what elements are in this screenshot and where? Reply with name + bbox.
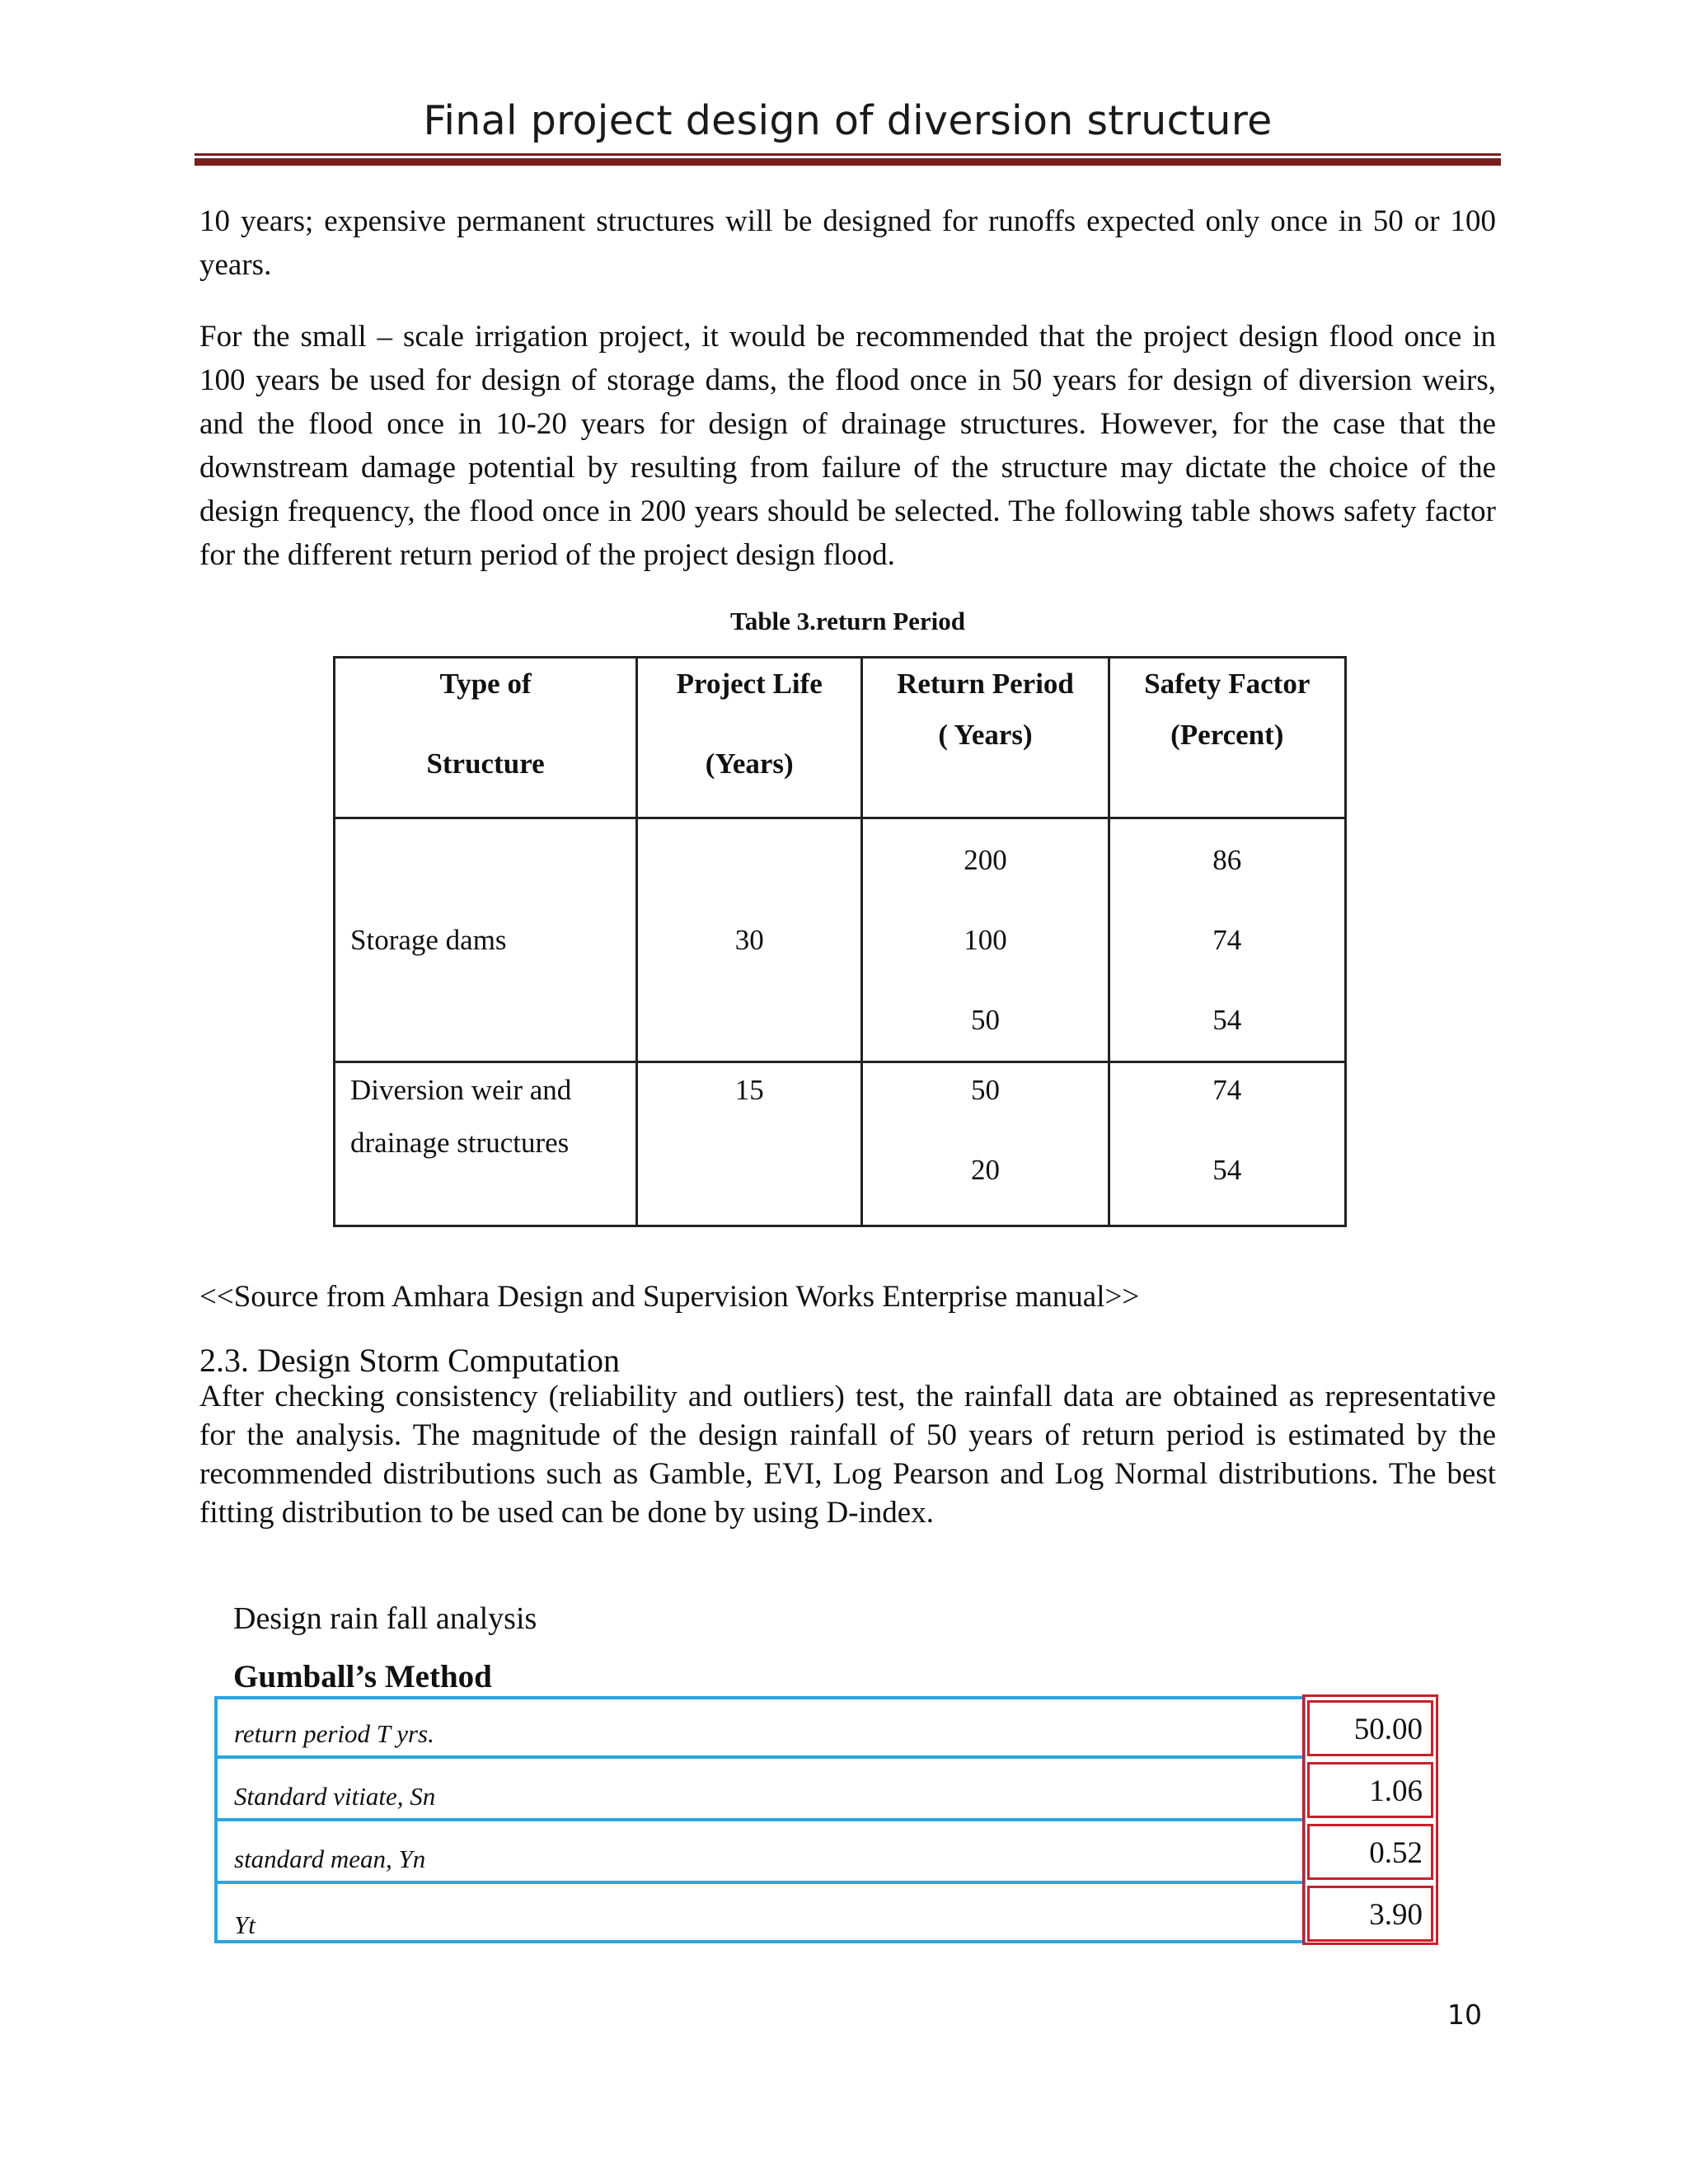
gumbel-method-title: Gumball’s Method [233, 1659, 492, 1694]
calc-value: 1.06 [1307, 1762, 1433, 1818]
cell-safety-factors [1109, 1062, 1345, 1226]
project-life-text: 30 [734, 923, 764, 956]
header-type-line1: Type of [439, 668, 532, 700]
calc-labels-box [214, 1696, 1306, 1943]
cell-safety-factors [1109, 818, 1345, 1062]
header-safety-line2: (Percent) [1170, 719, 1284, 751]
header-project-life [637, 658, 862, 818]
calc-row [218, 1887, 1302, 1947]
calc-label: standard mean, Yn [234, 1844, 426, 1873]
header-rule-thick [195, 158, 1501, 166]
cell-structure-type [335, 1062, 637, 1226]
safety-factor-value: 54 [1212, 1154, 1242, 1186]
cell-project-life [637, 818, 862, 1062]
safety-factor-value: 74 [1212, 924, 1242, 956]
calc-value: 50.00 [1307, 1700, 1433, 1756]
calc-label: Standard vitiate, Sn [234, 1782, 436, 1811]
return-period-value: 200 [964, 844, 1007, 876]
return-period-value: 100 [964, 924, 1007, 956]
table-caption: Table 3.return Period [729, 607, 966, 635]
cell-return-periods [862, 818, 1109, 1062]
paragraph-design-storm: After checking consistency (reliability and outliers) test, the rainfall data are obtained as representative for the analysis. The magnitude of the design rainfall of 50 years of return period is estimated by the recommended distributions such as Gamble, EVI, Log Pearson and Log Normal distributions. The best fitting distribution to be used can be done by using D-index. [199, 1380, 1496, 1530]
header-type-of-structure [335, 658, 637, 818]
header-rule-thin [195, 153, 1501, 156]
header-period-line2: ( Years) [938, 719, 1033, 751]
calc-values-box [1302, 1694, 1438, 1945]
return-period-value: 50 [971, 1074, 1000, 1106]
header-safety-line1: Safety Factor [1144, 668, 1311, 700]
paragraph-design-flood: For the small – scale irrigation project, it would be recommended that the project design flood once in 100 years be used for design of storage dams, the flood once in 50 years for design of diversion weirs, and the flood once in 10-20 years for design of drainage structures. However, for the case that the downstream damage potential by resulting from failure of the structure may dictate the choice of the design frequency, the flood once in 200 years should be selected. The following table shows safety factor for the different return period of the project design flood. [199, 320, 1496, 572]
table-header-row [335, 658, 1346, 818]
header-return-period [862, 658, 1109, 818]
header-safety-factor [1109, 658, 1345, 818]
section-title: 2.3. Design Storm Computation [199, 1342, 620, 1379]
structure-type-text: Storage dams [350, 923, 507, 956]
safety-factor-value: 86 [1212, 844, 1242, 876]
calc-row [218, 1825, 1302, 1884]
header-life-line2: (Years) [705, 748, 794, 780]
source-note: <<Source from Amhara Design and Supervision Works Enterprise manual>> [199, 1280, 1140, 1314]
cell-return-periods [862, 1062, 1109, 1226]
page-number: 10 [1447, 1999, 1482, 2031]
table-row [335, 818, 1346, 1062]
calc-label: return period T yrs. [234, 1719, 434, 1748]
safety-factor-value: 74 [1212, 1074, 1242, 1106]
header-period-line1: Return Period [897, 668, 1074, 700]
structure-type-text: Diversion weir and [350, 1074, 572, 1106]
rainfall-analysis-title: Design rain fall analysis [233, 1601, 537, 1636]
paragraph-intro: 10 years; expensive permanent structures will be designed for runoffs expected only once in 50 or 100 years. [199, 204, 1496, 282]
header-life-line1: Project Life [676, 668, 823, 700]
cell-structure-type [335, 818, 637, 1062]
safety-factor-value: 54 [1212, 1004, 1242, 1036]
page-header-title: Final project design of diversion structure [423, 97, 1273, 144]
project-life-text: 15 [734, 1074, 764, 1106]
calc-row [218, 1762, 1302, 1821]
calc-value: 3.90 [1307, 1886, 1433, 1942]
return-period-value: 20 [971, 1154, 1000, 1186]
structure-type-text: drainage structures [350, 1127, 570, 1159]
cell-project-life [637, 1062, 862, 1226]
return-period-table [333, 656, 1347, 1227]
calc-value: 0.52 [1307, 1824, 1433, 1880]
calc-row [218, 1699, 1302, 1759]
calc-label: Yt [234, 1910, 256, 1939]
return-period-value: 50 [971, 1004, 1000, 1036]
table-row [335, 1062, 1346, 1226]
header-type-line2: Structure [426, 748, 545, 780]
